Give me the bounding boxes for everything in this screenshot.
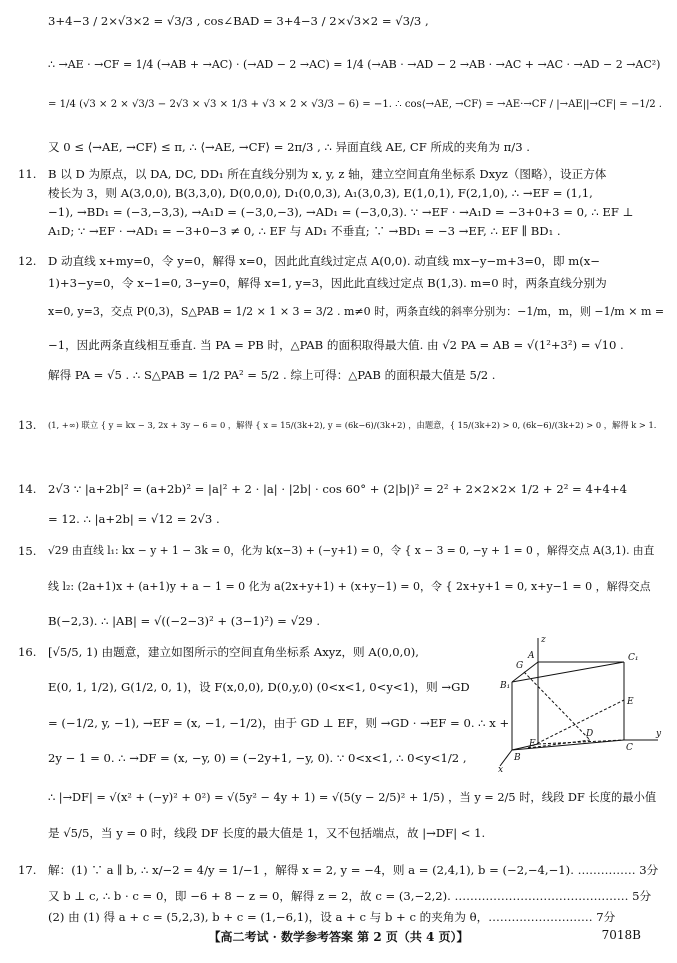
label-c1: C₁	[628, 653, 639, 663]
solution-line: = 1/4 (√3 × 2 × √3/3 − 2√3 × √3 × 1/3 + √3 × 2 × √3/3 − 6) = −1. ∴ cos⟨→AE, →CF⟩ = →AE·→CF / |→AE||→CF| = −1/2 .	[48, 99, 663, 110]
label-b: B	[514, 753, 521, 763]
label-a: A	[528, 651, 535, 661]
solution-line: [√5/5, 1) 由题意，建立如图所示的空间直角坐标系 Axyz，则 A(0,0,0),	[48, 645, 419, 659]
solution-line: B 以 D 为原点，以 DA, DC, DD₁ 所在直线分别为 x, y, z 轴，建立空间直角坐标系 Dxyz（图略），设正方体	[48, 167, 607, 181]
question-number: 14.	[18, 482, 37, 496]
solution-line: −1), →BD₁ = (−3,−3,3), →A₁D = (−3,0,−3), →AD₁ = (−3,0,3). ∵ →EF · →A₁D = −3+0+3 = 0, ∴ EF ⊥	[48, 205, 634, 219]
label-e: E	[627, 697, 634, 707]
edge-top-front	[512, 662, 624, 682]
solution-line: (1, +∞) 联立 { y = kx − 3, 2x + 3y − 6 = 0 ，解得 { x = 15/(3k+2), y = (6k−6)/(3k+2) ，由题意，{ 15/(3k+2) > 0, (6k−6)/(3k+2) > 0 ，解得 k > 1.	[48, 420, 657, 430]
solution-line: 又 0 ≤ ⟨→AE, →CF⟩ ≤ π, ∴ ⟨→AE, →CF⟩ = 2π/3 , ∴ 异面直线 AE, CF 所成的夹角为 π/3 .	[48, 140, 530, 154]
solution-line: B(−2,3). ∴ |AB| = √((−2−3)² + (3−1)²) = √29 .	[48, 614, 321, 628]
question-number: 11.	[18, 167, 37, 181]
solution-line: 3+4−3 / 2×√3×2 = √3/3 , cos∠BAD = 3+4−3 / 2×√3×2 = √3/3 ,	[48, 14, 429, 28]
solution-line: ∴ |→DF| = √(x² + (−y)² + 0²) = √(5y² − 4y + 1) = √(5(y − 2/5)² + 1/5) ，当 y = 2/5 时，线段 DF 长度的最小值	[48, 791, 657, 804]
label-g: G	[516, 661, 524, 671]
solution-line: A₁D; ∵ →EF · →AD₁ = −3+0−3 ≠ 0, ∴ EF 与 AD₁ 不垂直; ∵ →BD₁ = −3 →EF, ∴ EF ∥ BD₁ .	[48, 224, 561, 238]
solution-line: 2y − 1 = 0. ∴ →DF = (x, −y, 0) = (−2y+1, −y, 0). ∵ 0<x<1, ∴ 0<y<1/2 ,	[48, 751, 467, 765]
solution-line: 线 l₂: (2a+1)x + (a+1)y + a − 1 = 0 化为 a(2x+y+1) + (x+y−1) = 0，令 { 2x+y+1 = 0, x+y−1 = 0 ，解得交点	[48, 580, 651, 593]
solution-line: −1，因此两条直线相互垂直. 当 PA = PB 时，△PAB 的面积取得最大值. 由 √2 PA = AB = √(1²+3²) = √10 .	[48, 338, 624, 352]
footer-code: 7018B	[601, 928, 641, 942]
question-number: 15.	[18, 544, 37, 558]
label-z: z	[541, 635, 546, 645]
label-c: C	[626, 743, 633, 753]
question-number: 12.	[18, 254, 37, 268]
question-number: 17.	[18, 863, 37, 877]
solution-line: 棱长为 3，则 A(3,0,0), B(3,3,0), D(0,0,0), D₁(0,0,3), A₁(3,0,3), E(1,0,1), F(2,1,0), ∴ →EF = (1,1,	[48, 186, 593, 200]
solution-line: (2) 由 (1) 得 a + c = (5,2,3), b + c = (1,−6,1)，设 a + c 与 b + c 的夹角为 θ，……………………… 7分	[48, 910, 616, 924]
solution-line: 解：(1) ∵ a ∥ b, ∴ x/−2 = 4/y = 1/−1 ，解得 x = 2, y = −4，则 a = (2,4,1), b = (−2,−4,−1). …………… 3分	[48, 863, 659, 877]
solution-line: D 动直线 x+my=0，令 y=0，解得 x=0，因此此直线过定点 A(0,0). 动直线 mx−y−m+3=0，即 m(x−	[48, 254, 600, 268]
segment-gd	[524, 672, 590, 740]
page-footer	[0, 928, 677, 948]
label-y: y	[656, 729, 662, 739]
x-axis	[500, 750, 512, 766]
solution-line: E(0, 1, 1/2), G(1/2, 0, 1)，设 F(x,0,0), D(0,y,0) (0<x<1, 0<y<1)，则 →GD	[48, 680, 470, 694]
question-number: 13.	[18, 418, 37, 432]
question-number: 16.	[18, 645, 37, 659]
label-f: F	[529, 739, 536, 749]
coordinate-figure	[498, 632, 668, 774]
solution-line: 是 √5/5，当 y = 0 时，线段 DF 长度的最大值是 1，又不包括端点，故 |→DF| < 1.	[48, 826, 486, 840]
label-x: x	[498, 765, 504, 774]
label-b1: B₁	[500, 681, 511, 691]
footer-title: 【高二考试 · 数学参考答案 第 2 页（共 4 页）】	[208, 930, 469, 944]
solution-line: √29 由直线 l₁: kx − y + 1 − 3k = 0，化为 k(x−3) + (−y+1) = 0，令 { x − 3 = 0, −y + 1 = 0 ，解得交点 A(3,1). 由直	[48, 544, 655, 557]
solution-line: x=0, y=3，交点 P(0,3)，S△PAB = 1/2 × 1 × 3 = 3/2 . m≠0 时，两条直线的斜率分别为：−1/m，m，则 −1/m × m =	[48, 305, 665, 318]
solution-line: = 12. ∴ |a+2b| = √12 = 2√3 .	[48, 512, 220, 526]
solution-line: 2√3 ∵ |a+2b|² = (a+2b)² = |a|² + 2 · |a| · |2b| · cos 60° + (2|b|)² = 2² + 2×2×2× 1/2 + 2² = 4+4+4	[48, 482, 628, 496]
solution-line: ∴ →AE · →CF = 1/4 (→AB + →AC) · (→AD − 2 →AC) = 1/4 (→AB · →AD − 2 →AB · →AC + →AC · →AD − 2 →AC²)	[48, 58, 661, 71]
solution-line: 又 b ⊥ c, ∴ b · c = 0，即 −6 + 8 − z = 0，解得 z = 2，故 c = (3,−2,2). ……………………………………… 5分	[48, 889, 652, 903]
solution-line: 1)+3−y=0，令 x−1=0, 3−y=0，解得 x=1, y=3，因此此直线过定点 B(1,3). m=0 时，两条直线分别为	[48, 276, 607, 290]
label-d: D	[586, 729, 594, 739]
solution-line: 解得 PA = √5 . ∴ S△PAB = 1/2 PA² = 5/2 . 综上可得：△PAB 的面积最大值是 5/2 .	[48, 368, 496, 382]
solution-line: = (−1/2, y, −1), →EF = (x, −1, −1/2)，由于 GD ⊥ EF，则 →GD · →EF = 0. ∴ x +	[48, 716, 510, 730]
